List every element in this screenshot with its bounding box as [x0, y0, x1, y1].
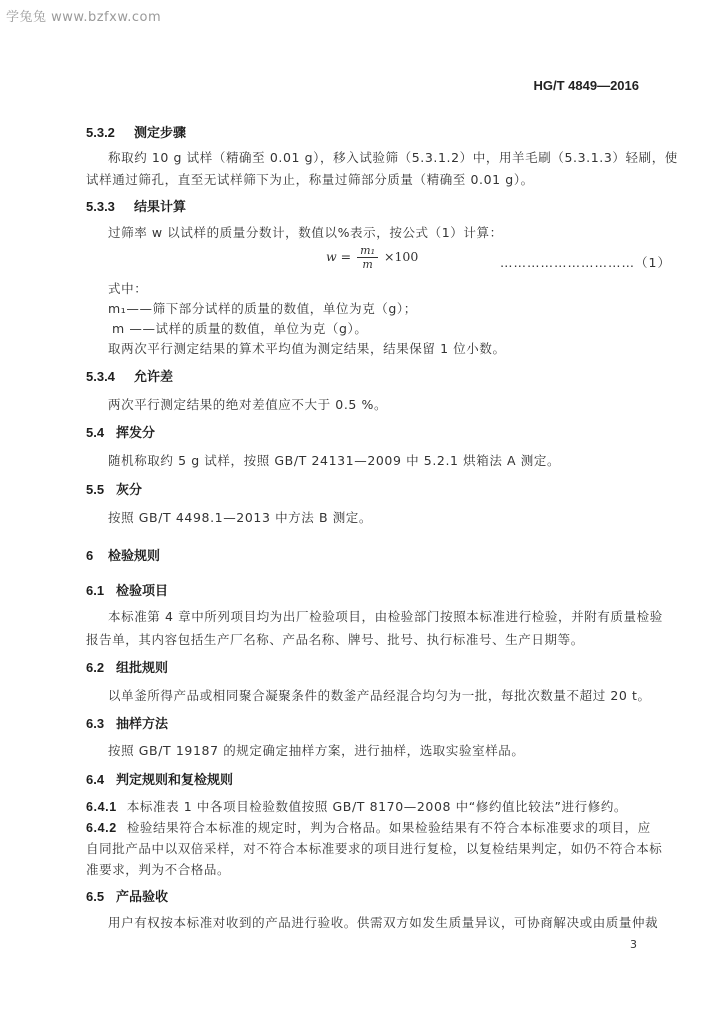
subclause-6-4-2: [86, 818, 651, 836]
section-number: 6.4: [86, 772, 105, 787]
formula-lhs: w =: [326, 249, 352, 264]
paragraph: 两次平行测定结果的绝对差值应不大于 0.5 %。: [108, 397, 388, 412]
section-number: 6: [86, 548, 94, 563]
section-number: 5.3.4: [86, 369, 115, 384]
section-title: 检验项目: [116, 584, 169, 599]
paragraph: 以单釜所得产品或相同聚合凝聚条件的数釜产品经混合均匀为一批，每批次数量不超过 20 t。: [108, 688, 651, 703]
section-number: 6.2: [86, 660, 105, 675]
section-title: 组批规则: [116, 661, 169, 676]
paragraph: 随机称取约 5 g 试样，按照 GB/T 24131—2009 中 5.2.1 烘箱法 A 测定。: [108, 453, 561, 468]
section-heading-5-3-2: [86, 122, 186, 141]
variable-definition: m ——试样的质量的数值，单位为克（g）。: [112, 321, 368, 336]
section-number: 6.5: [86, 889, 105, 904]
watermark: 学兔兔 www.bzfxw.com: [6, 10, 162, 25]
section-title: 灰分: [116, 483, 143, 498]
formula: [326, 244, 418, 271]
paragraph: 用户有权按本标准对收到的产品进行验收。供需双方如发生质量异议，可协商解决或由质量仲裁: [108, 915, 659, 930]
paragraph: 本标准第 4 章中所列项目均为出厂检验项目，由检验部门按照本标准进行检验，并附有质量检验: [108, 609, 663, 624]
formula-number: …………………………（1）: [500, 255, 671, 270]
section-number: 5.5: [86, 482, 105, 497]
section-heading-6-2: [86, 657, 168, 676]
section-title: 抽样方法: [116, 717, 169, 732]
section-title: 结果计算: [134, 200, 187, 215]
paragraph: 试样通过筛孔，直至无试样筛下为止，称量过筛部分质量（精确至 0.01 g）。: [86, 172, 534, 187]
section-title: 产品验收: [116, 890, 169, 905]
variable-definition: m₁——筛下部分试样的质量的数值，单位为克（g）；: [108, 301, 417, 316]
section-heading-6-5: [86, 886, 168, 905]
section-heading-5-3-3: [86, 196, 186, 215]
page-number: 3: [630, 938, 637, 951]
formula-rhs: ×100: [383, 249, 419, 264]
section-title: 测定步骤: [134, 126, 187, 141]
paragraph: 报告单，其内容包括生产厂名称、产品名称、牌号、批号、执行标准号、生产日期等。: [86, 632, 584, 647]
section-heading-6-3: [86, 713, 168, 732]
section-heading-6-4: [86, 769, 233, 788]
subclause-6-4-1: [86, 797, 627, 815]
paragraph: 按照 GB/T 4498.1—2013 中方法 B 测定。: [108, 510, 373, 525]
paragraph: 取两次平行测定结果的算术平均值为测定结果，结果保留 1 位小数。: [108, 341, 506, 356]
paragraph: 过筛率 w 以试样的质量分数计，数值以%表示，按公式（1）计算：: [108, 225, 503, 240]
where-label: 式中：: [108, 281, 148, 296]
section-number: 5.3.3: [86, 199, 115, 214]
section-title: 检验规则: [108, 549, 161, 564]
formula-denominator: m: [362, 258, 373, 271]
standard-code-header: HG/T 4849—2016: [533, 78, 639, 93]
section-title: 允许差: [134, 370, 174, 385]
paragraph: 称取约 10 g 试样（精确至 0.01 g），移入试验筛（5.3.1.2）中，用羊毛刷（5.3.1.3）轻刷，使: [108, 150, 678, 165]
section-number: 5.4: [86, 425, 105, 440]
formula-fraction: [357, 244, 378, 271]
subclause-text: 检验结果符合本标准的规定时，判为合格品。如果检验结果有不符合本标准要求的项目，应: [126, 820, 651, 835]
formula-numerator: m₁: [357, 244, 378, 258]
section-heading-5-3-4: [86, 366, 173, 385]
section-title: 判定规则和复检规则: [116, 773, 234, 788]
section-title: 挥发分: [116, 426, 156, 441]
paragraph: 按照 GB/T 19187 的规定确定抽样方案，进行抽样，选取实验室样品。: [108, 743, 525, 758]
paragraph: 准要求，判为不合格品。: [86, 862, 231, 877]
paragraph: 自同批产品中以双倍采样，对不符合本标准要求的项目进行复检，以复检结果判定，如仍不符合本标: [86, 841, 663, 856]
section-number: 6.4.1: [86, 800, 117, 814]
section-heading-5-5: [86, 479, 142, 498]
section-heading-5-4: [86, 422, 155, 441]
section-number: 6.1: [86, 583, 105, 598]
section-heading-6-1: [86, 580, 168, 599]
section-number: 5.3.2: [86, 125, 115, 140]
section-number: 6.3: [86, 716, 105, 731]
subclause-text: 本标准表 1 中各项目检验数值按照 GB/T 8170—2008 中“修约值比较法”进行修约。: [126, 799, 628, 814]
chapter-heading-6: [86, 545, 160, 564]
section-number: 6.4.2: [86, 821, 117, 835]
